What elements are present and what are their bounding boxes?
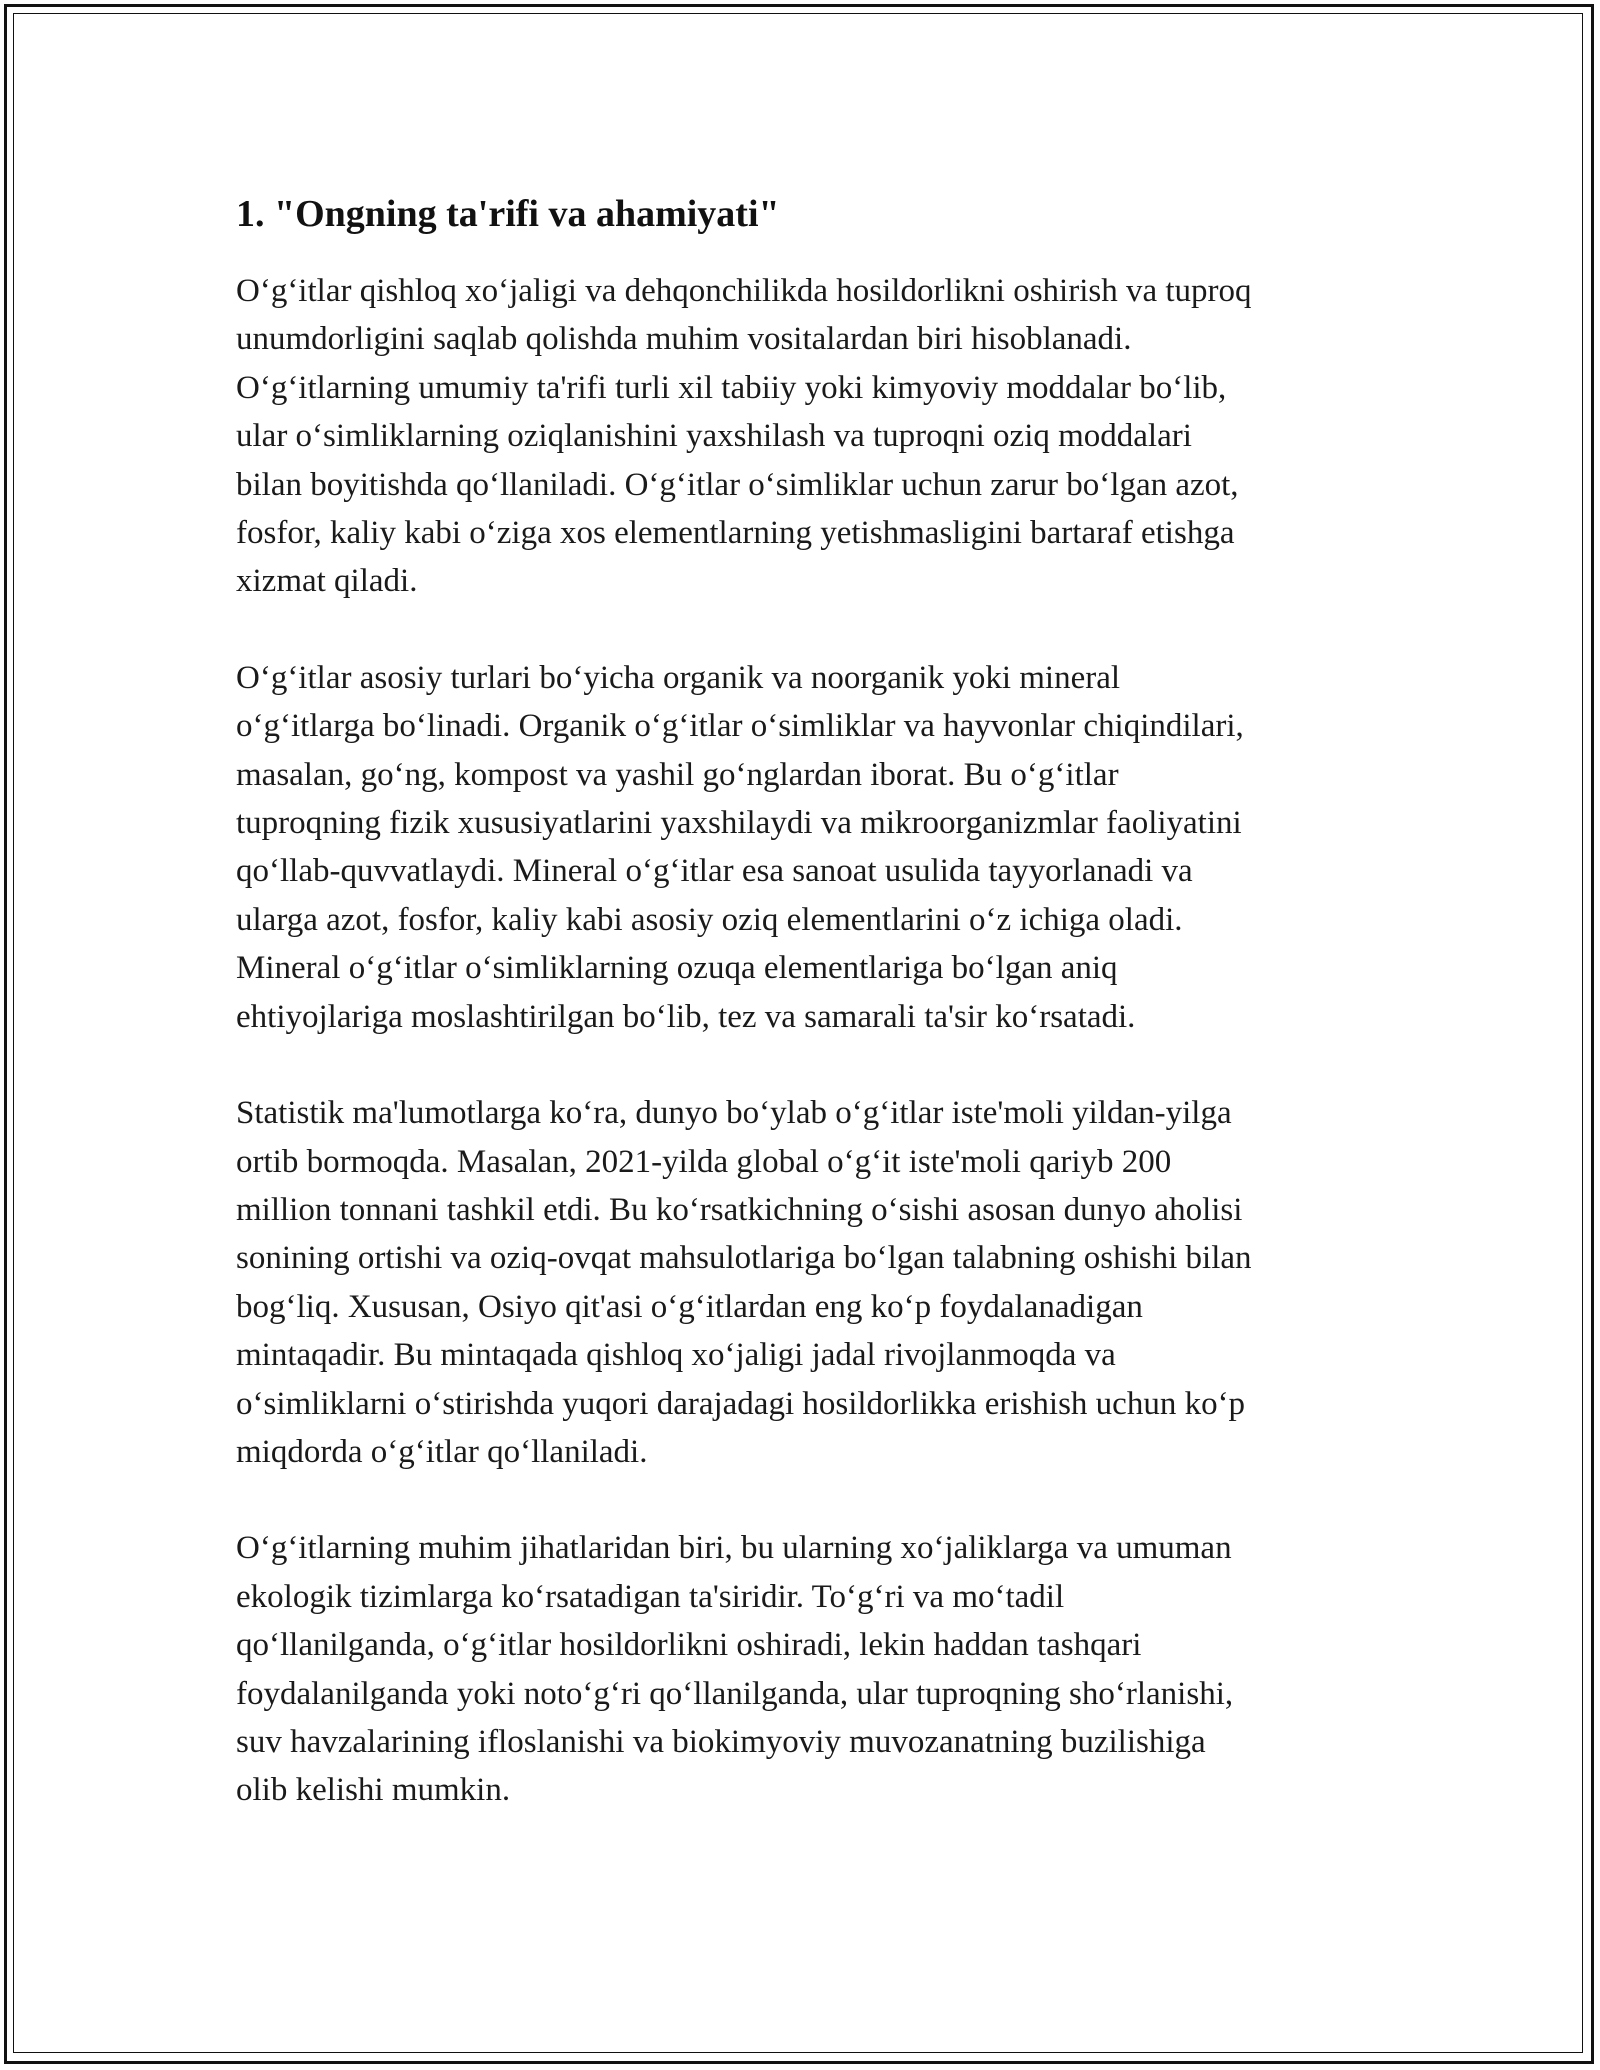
paragraph-definition: O‘g‘itlar qishloq xo‘jaligi va dehqonchilikda hosildorlikni oshirish va tuproq unumdorligini saqlab qolishda muhim vositalardan biri hisoblanadi. O‘g‘itlarning umumiy ta'rifi turli xil tabiiy yoki kimyoviy moddalar bo‘lib, ular o‘simliklarning oziqlanishini yaxshilash va tuproqni oziq moddalari bilan boyitishda qo‘llaniladi. O‘g‘itlar o‘simliklar uchun zarur bo‘lgan azot, fosfor, kaliy kabi o‘ziga xos elementlarning yetishmasligini bartaraf etishga xizmat qiladi. (236, 273, 1252, 600)
document-body (236, 188, 1376, 1815)
paragraph-types: O‘g‘itlar asosiy turlari bo‘yicha organik va noorganik yoki mineral o‘g‘itlarga bo‘linadi. Organik o‘g‘itlar o‘simliklar va hayvonlar chiqindilari, masalan, go‘ng, kompost va yashil go‘nglardan iborat. Bu o‘g‘itlar tuproqning fizik xususiyatlarini yaxshilaydi va mikroorganizmlar faoliyatini qo‘llab-quvvatlaydi. Mineral o‘g‘itlar esa sanoat usulida tayyorlanadi va ularga azot, fosfor, kaliy kabi asosiy oziq elementlarini o‘z ichiga oladi. Mineral o‘g‘itlar o‘simliklarning ozuqa elementlariga bo‘lgan aniq ehtiyojlariga moslashtirilgan bo‘lib, tez va samarali ta'sir ko‘rsatadi. (236, 659, 1244, 1035)
paragraph-impact: O‘g‘itlarning muhim jihatlaridan biri, bu ularning xo‘jaliklarga va umuman ekologik tizimlarga ko‘rsatadigan ta'siridir. To‘g‘ri va mo‘tadil qo‘llanilganda, o‘g‘itlar hosildorlikni oshiradi, lekin haddan tashqari foydalanilganda yoki noto‘g‘ri qo‘llanilganda, ular tuproqning sho‘rlanishi, suv havzalarining ifloslanishi va biokimyoviy muvozanatning buzilishiga olib kelishi mumkin. (236, 1530, 1234, 1809)
paragraph-statistics: Statistik ma'lumotlarga ko‘ra, dunyo bo‘ylab o‘g‘itlar iste'moli yildan-yilga ortib bormoqda. Masalan, 2021-yilda global o‘g‘it iste'moli qariyb 200 million tonnani tashkil etdi. Bu ko‘rsatkichning o‘sishi asosan dunyo aholisi sonining ortishi va oziq-ovqat mahsulotlariga bo‘lgan talabning oshishi bilan bog‘liq. Xususan, Osiyo qit'asi o‘g‘itlardan eng ko‘p foydalanadigan mintaqadir. Bu mintaqada qishloq xo‘jaligi jadal rivojlanmoqda va o‘simliklarni o‘stirishda yuqori darajadagi hosildorlikka erishish uchun ko‘p miqdorda o‘g‘itlar qo‘llaniladi. (236, 1095, 1252, 1470)
section-heading: 1. "Ongning ta'rifi va ahamiyati" (236, 193, 780, 235)
